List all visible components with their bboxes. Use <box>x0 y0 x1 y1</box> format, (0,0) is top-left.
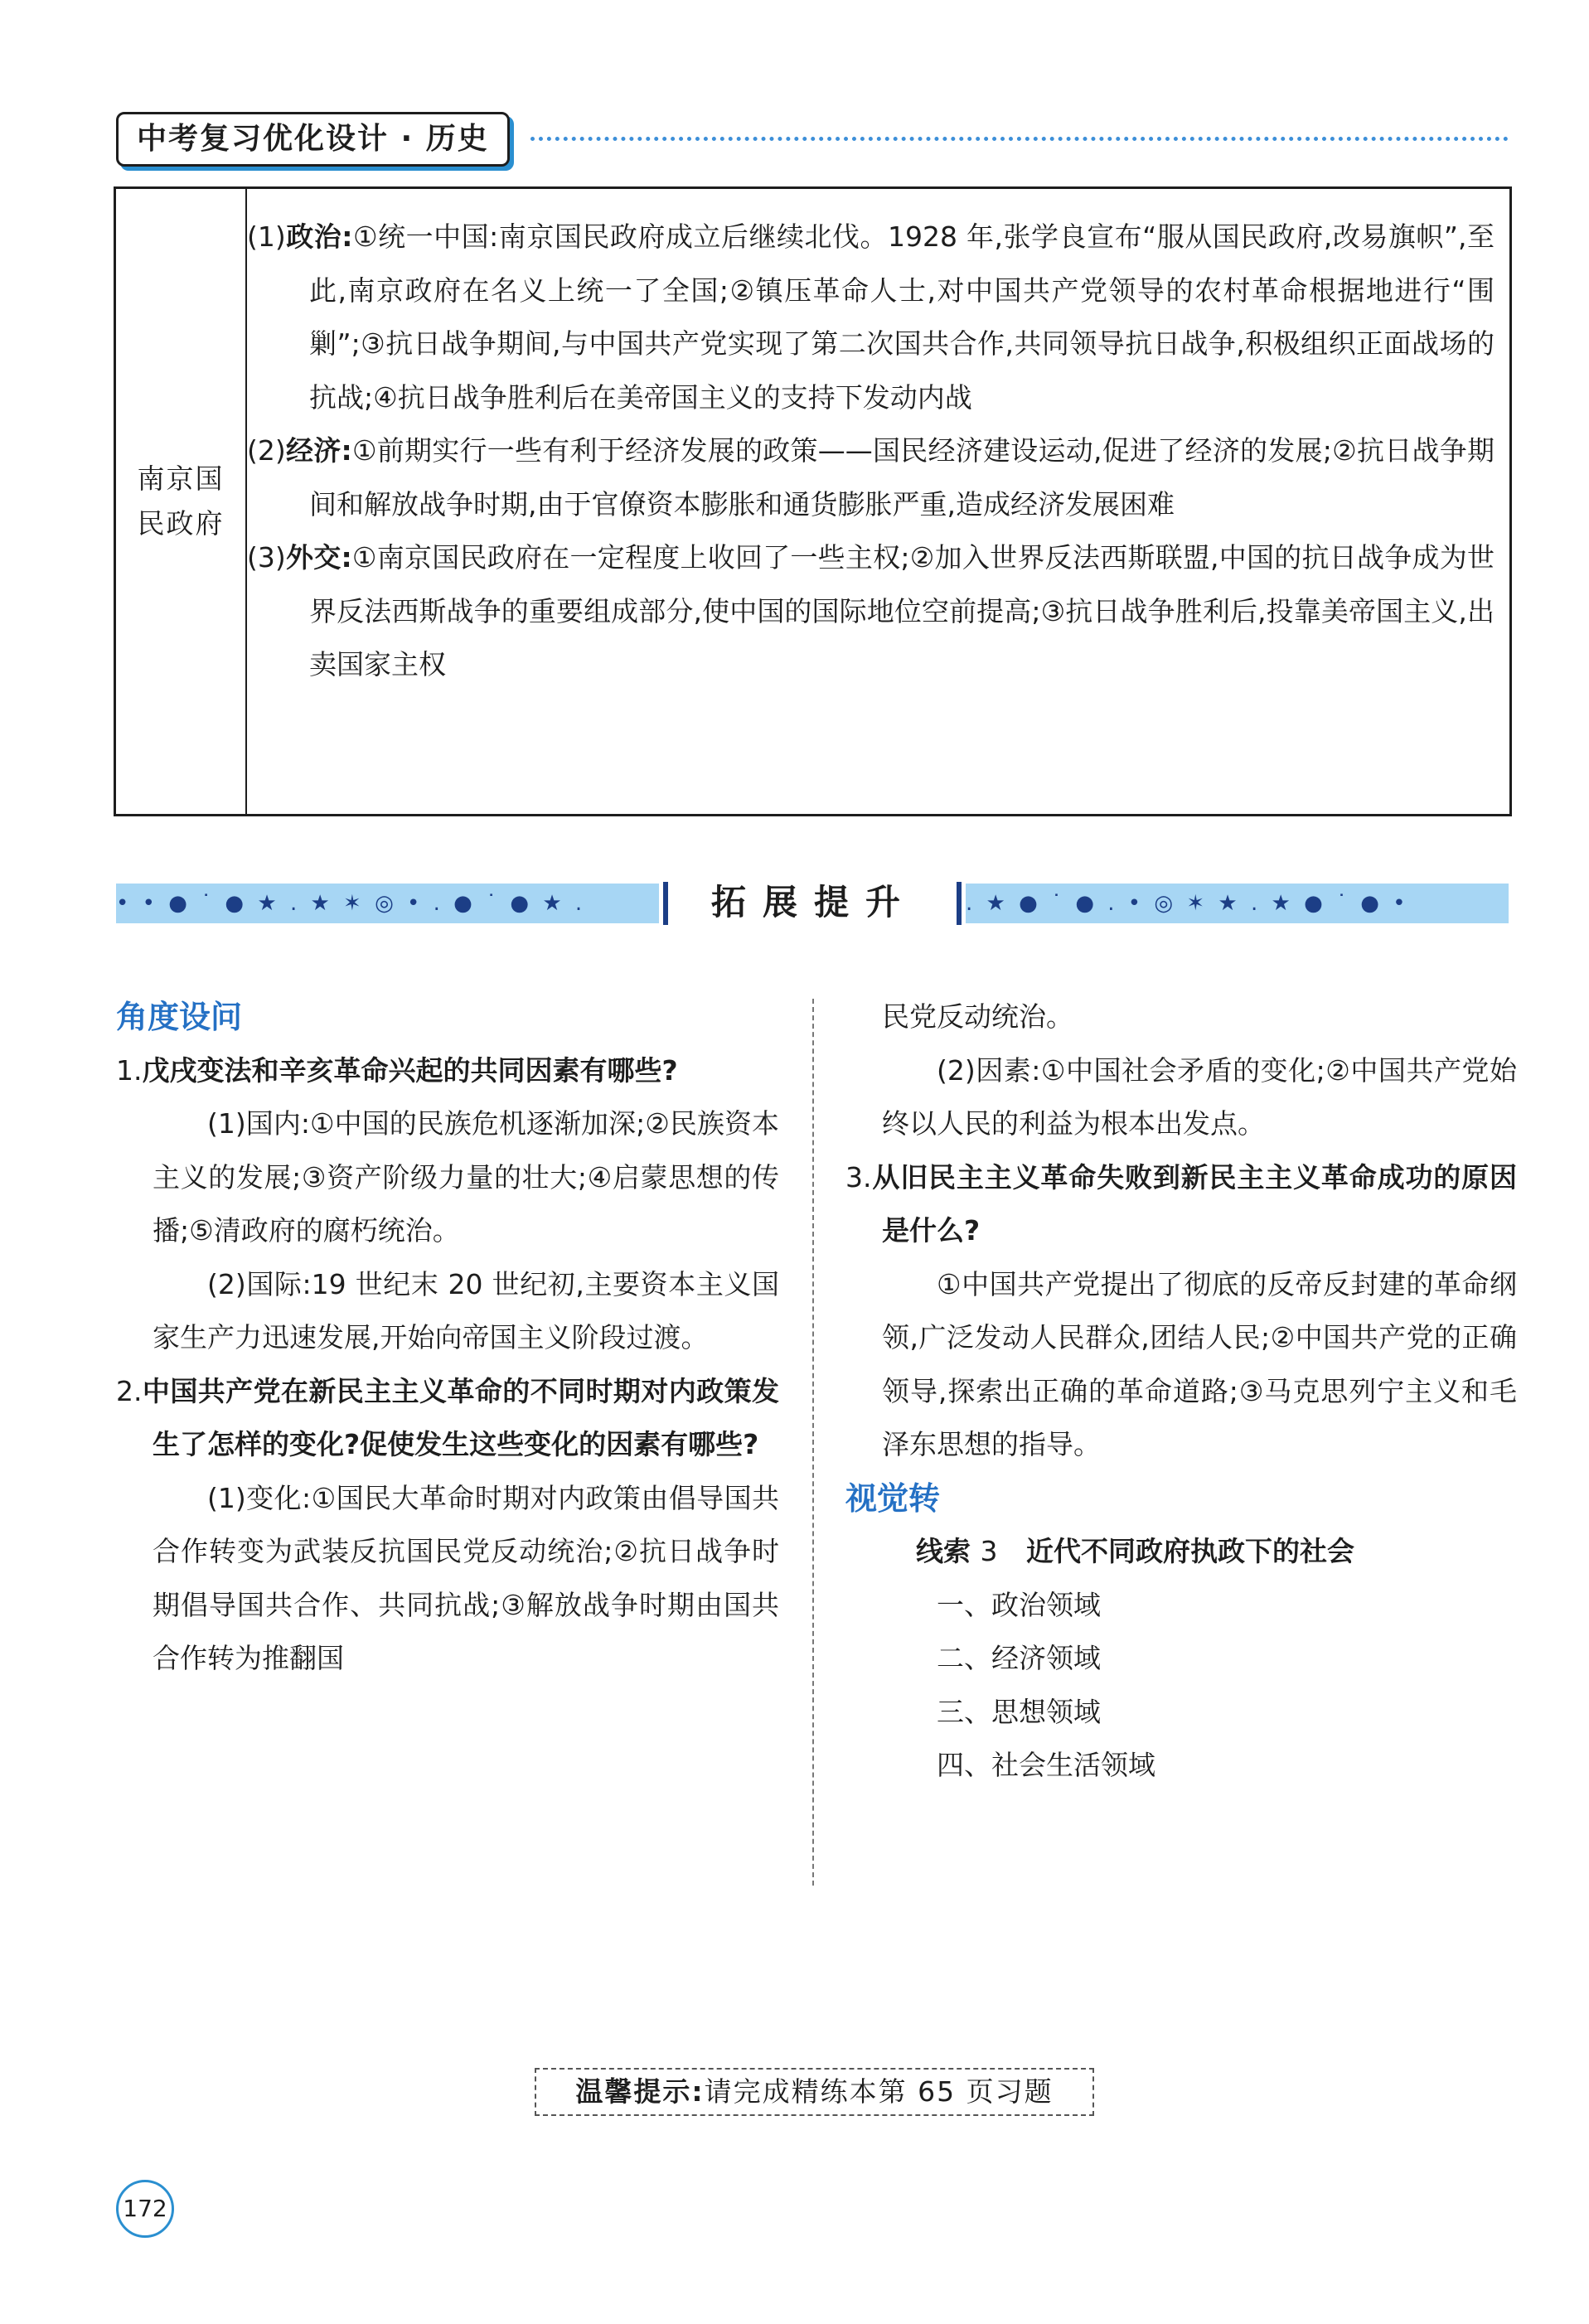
question-2 <box>116 1365 779 1472</box>
answer-2-part-1-continued: 民党反动统治。 <box>882 1000 1073 1033</box>
thread-title: 近代不同政府执政下的社会 <box>1025 1535 1354 1567</box>
item-text: ①南京国民政府在一定程度上收回了一些主权;②加入世界反法西斯联盟,中国的抗日战争成为世界反法西斯战争的重要组成部分,使中国的国际地位空前提高;③抗日战争胜利后,投靠美帝国主义,出卖国家主权 <box>309 541 1495 680</box>
left-column <box>116 990 779 1686</box>
nanjing-government-table <box>114 186 1512 816</box>
table-item-politics <box>247 211 1495 424</box>
table-item-economy <box>247 424 1495 531</box>
item-heading: 经济: <box>285 434 352 467</box>
page-header <box>116 112 1509 170</box>
item-number: (3) <box>247 541 286 574</box>
section-title-visual: 视觉转 <box>845 1479 941 1517</box>
banner-bar-right <box>957 882 962 925</box>
thread-prefix: 线索 <box>916 1535 971 1567</box>
page-number: 172 <box>116 2180 174 2238</box>
item-heading: 外交: <box>285 541 352 574</box>
list-item: 一、政治领域 <box>937 1588 1101 1621</box>
question-3 <box>845 1151 1517 1258</box>
list-item: 四、社会生活领域 <box>937 1749 1155 1781</box>
banner-bar-left <box>663 882 668 925</box>
list-item: 三、思想领域 <box>937 1695 1101 1728</box>
question-number: 1. <box>116 1053 143 1087</box>
list-item: 二、经济领域 <box>937 1642 1101 1674</box>
table-content-cell <box>247 211 1495 692</box>
reminder-box <box>535 2068 1094 2116</box>
thread-heading <box>845 1525 1517 1579</box>
header-dotted-rule <box>530 137 1509 141</box>
section-title-angle-questions: 角度设问 <box>116 999 243 1035</box>
answer-1-part-1: (1)国内:①中国的民族危机逐渐加深;②民族资本主义的发展;③资产阶级力量的壮大;④启蒙思想的传播;⑤清政府的腐朽统治。 <box>153 1107 779 1247</box>
question-number: 3. <box>845 1160 872 1193</box>
question-text: 戊戌变法和辛亥革命兴起的共同因素有哪些? <box>142 1053 678 1087</box>
column-divider <box>812 999 814 1886</box>
answer-1-part-2: (2)国际:19 世纪末 20 世纪初,主要资本主义国家生产力迅速发展,开始向帝国主义阶段过渡。 <box>153 1267 779 1353</box>
answer-2-part-2: (2)因素:①中国社会矛盾的变化;②中国共产党始终以人民的利益为根本出发点。 <box>882 1053 1517 1140</box>
banner-title: 拓展提升 <box>710 882 917 922</box>
banner-decoration-right: . ★ ● ˙ ● . • ◎ ✶ ★ . ★ ● ˙ ● • <box>966 884 1509 923</box>
section-banner <box>116 877 1509 928</box>
thread-number: 3 <box>980 1535 998 1567</box>
banner-decoration-left: • • ● ˙ ● ★ . ★ ✶ ◎ • . ● ˙ ● ★ . <box>116 884 659 923</box>
right-column <box>845 990 1517 1793</box>
table-row-label-cell <box>116 189 247 814</box>
item-text: ①前期实行一些有利于经济发展的政策——国民经济建设运动,促进了经济的发展;②抗日战争期间和解放战争时期,由于官僚资本膨胀和通货膨胀严重,造成经济发展困难 <box>309 434 1495 520</box>
book-title: 中考复习优化设计 · 历史 <box>116 112 510 167</box>
question-text: 中国共产党在新民主主义革命的不同时期对内政策发生了怎样的变化?促使发生这些变化的因素有哪些? <box>142 1374 779 1460</box>
question-text: 从旧民主主义革命失败到新民主主义革命成功的原因是什么? <box>871 1160 1517 1247</box>
table-item-diplomacy <box>247 531 1495 692</box>
answer-2-part-1: (1)变化:①国民大革命时期对内政策由倡导国共合作转变为武装反抗国民党反动统治;②抗日战争时期倡导国共合作、共同抗战;③解放战争时期由国共合作转为推翻国 <box>153 1481 779 1674</box>
question-number: 2. <box>116 1374 143 1407</box>
item-heading: 政治: <box>285 220 353 253</box>
reminder-text: 请完成精练本第 65 页习题 <box>704 2075 1054 2108</box>
table-row-label: 南京国民政府 <box>137 462 225 540</box>
item-number: (1) <box>247 220 286 253</box>
reminder-label: 温馨提示: <box>575 2075 705 2108</box>
item-number: (2) <box>247 434 286 467</box>
answer-3: ①中国共产党提出了彻底的反帝反封建的革命纲领,广泛发动人民群众,团结人民;②中国共产党的正确领导,探索出正确的革命道路;③马克思列宁主义和毛泽东思想的指导。 <box>882 1267 1517 1460</box>
question-1 <box>116 1044 779 1098</box>
item-text: ①统一中国:南京国民政府成立后继续北伐。1928 年,张学良宣布“服从国民政府,改易旗帜”,至此,南京政府在名义上统一了全国;②镇压革命人士,对中国共产党领导的农村革命根据地进行“围剿”;③抗日战争期间,与中国共产党实现了第二次国共合作,共同领导抗日战争,积极组织正面战场的抗战;④抗日战争胜利后在美帝国主义的支持下发动内战 <box>309 220 1495 414</box>
